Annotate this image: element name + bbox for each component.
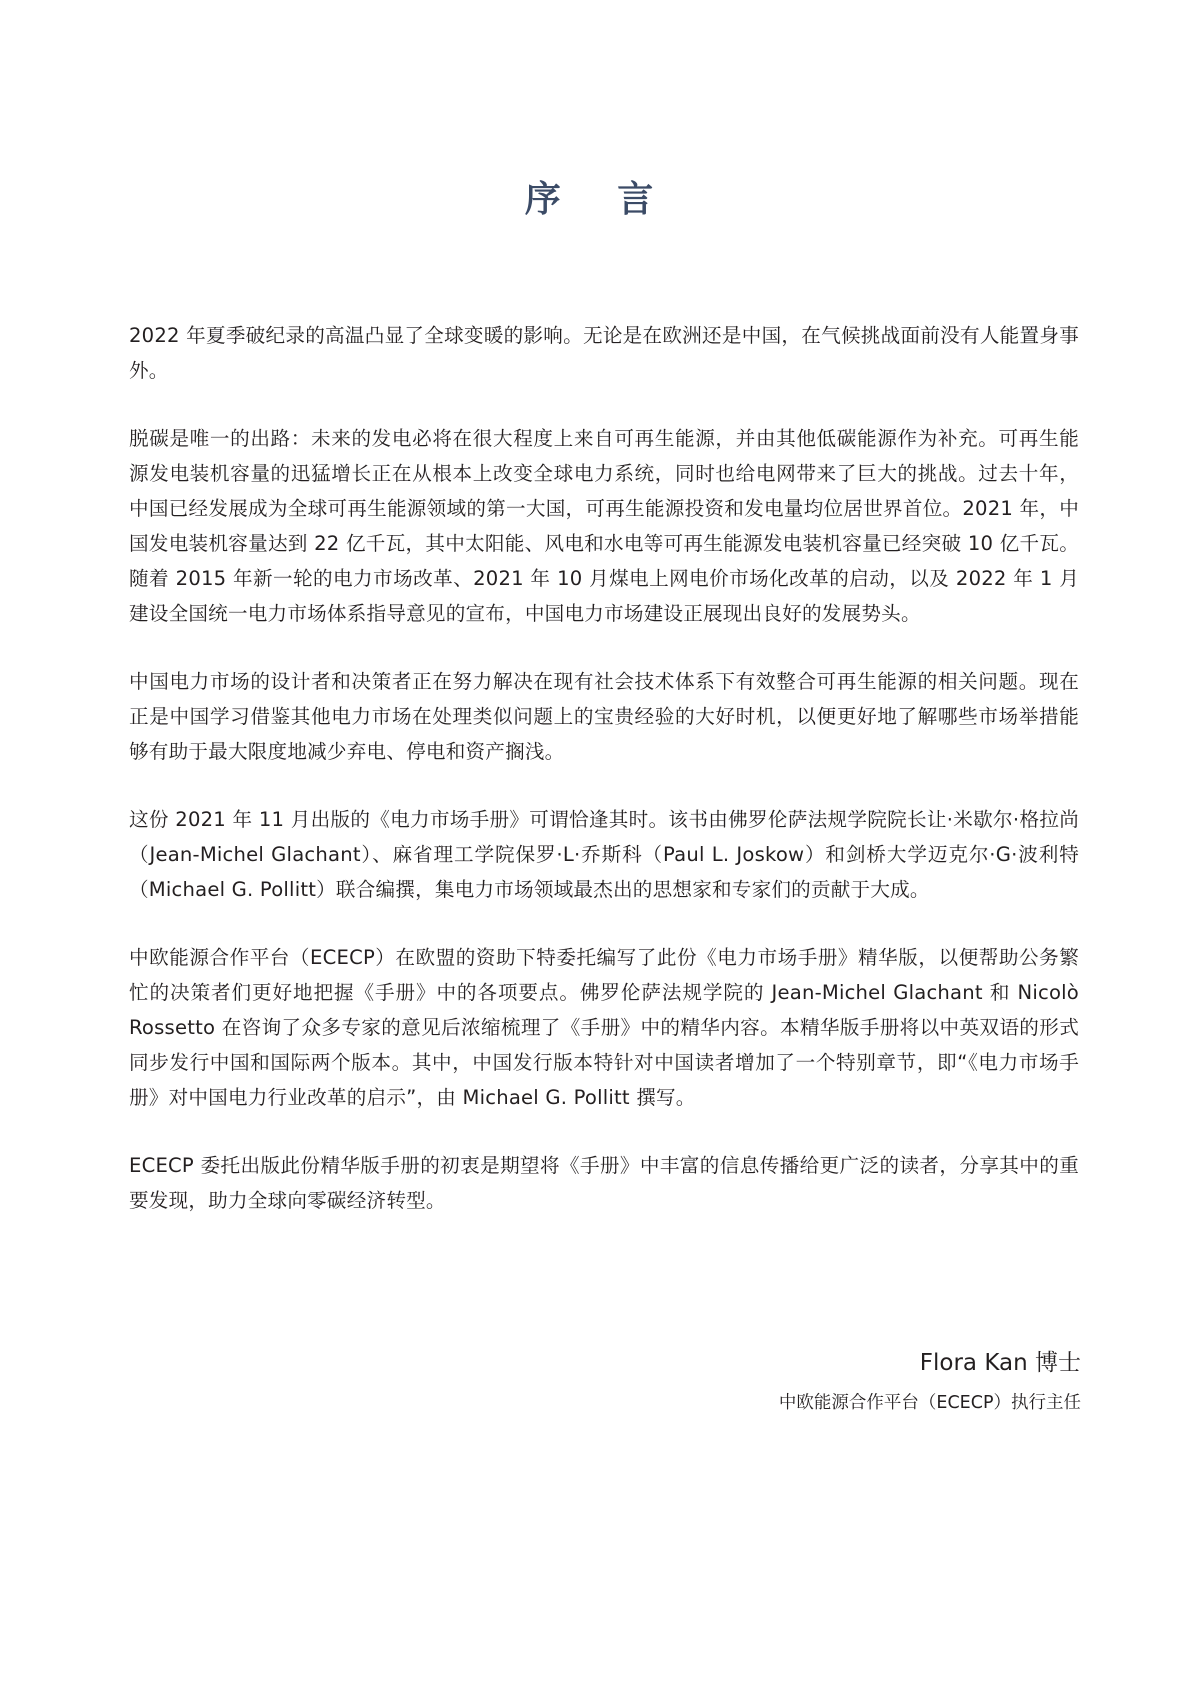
paragraph-6: ECECP 委托出版此份精华版手册的初衷是期望将《手册》中丰富的信息传播给更广泛的读者，分享其中的重要发现，助力全球向零碳经济转型。 bbox=[129, 1154, 1079, 1212]
paragraph-2: 脱碳是唯一的出路：未来的发电必将在很大程度上来自可再生能源，并由其他低碳能源作为补充。可再生能源发电装机容量的迅猛增长正在从根本上改变全球电力系统，同时也给电网带来了巨大的挑战。过去十年，中国已经发展成为全球可再生能源领域的第一大国，可再生能源投资和发电量均位居世界首位。2021 年，中国发电装机容量达到 22 亿千瓦，其中太阳能、风电和水电等可再生能源发电装机容量已经突破 10 亿千瓦。随着 2015 年新一轮的电力市场改革、2021 年 10 月煤电上网电价市场化改革的启动，以及 2022 年 1 月建设全国统一电力市场体系指导意见的宣布，中国电力市场建设正展现出良好的发展势头。 bbox=[129, 427, 1079, 625]
preface-body bbox=[129, 318, 1079, 1251]
paragraph-1: 2022 年夏季破纪录的高温凸显了全球变暖的影响。无论是在欧洲还是中国，在气候挑战面前没有人能置身事外。 bbox=[129, 324, 1079, 382]
paragraph-3: 中国电力市场的设计者和决策者正在努力解决在现有社会技术体系下有效整合可再生能源的相关问题。现在正是中国学习借鉴其他电力市场在处理类似问题上的宝贵经验的大好时机，以便更好地了解哪些市场举措能够有助于最大限度地减少弃电、停电和资产搁浅。 bbox=[129, 670, 1079, 763]
paragraph-5: 中欧能源合作平台（ECECP）在欧盟的资助下特委托编写了此份《电力市场手册》精华版，以便帮助公务繁忙的决策者们更好地把握《手册》中的各项要点。佛罗伦萨法规学院的 Jean-Michel Glachant 和 Nicolò Rossetto 在咨询了众多专家的意见后浓缩梳理了《手册》中的精华内容。本精华版手册将以中英双语的形式同步发行中国和国际两个版本。其中，中国发行版本特针对中国读者增加了一个特别章节，即“《电力市场手册》对中国电力行业改革的启示”，由 Michael G. Pollitt 撰写。 bbox=[129, 946, 1079, 1109]
signature-name: Flora Kan 博士 bbox=[919, 1350, 1081, 1376]
signature-role: 中欧能源合作平台（ECECP）执行主任 bbox=[778, 1393, 1081, 1413]
page-title: 序 言 bbox=[524, 179, 676, 220]
signature-block bbox=[779, 1346, 1081, 1418]
paragraph-4: 这份 2021 年 11 月出版的《电力市场手册》可谓恰逢其时。该书由佛罗伦萨法规学院院长让·米歇尔·格拉尚（Jean-Michel Glachant）、麻省理工学院保罗·L·乔斯科（Paul L. Joskow）和剑桥大学迈克尔·G·波利特（Michael G. Pollitt）联合编撰，集电力市场领域最杰出的思想家和专家们的贡献于大成。 bbox=[129, 808, 1079, 901]
